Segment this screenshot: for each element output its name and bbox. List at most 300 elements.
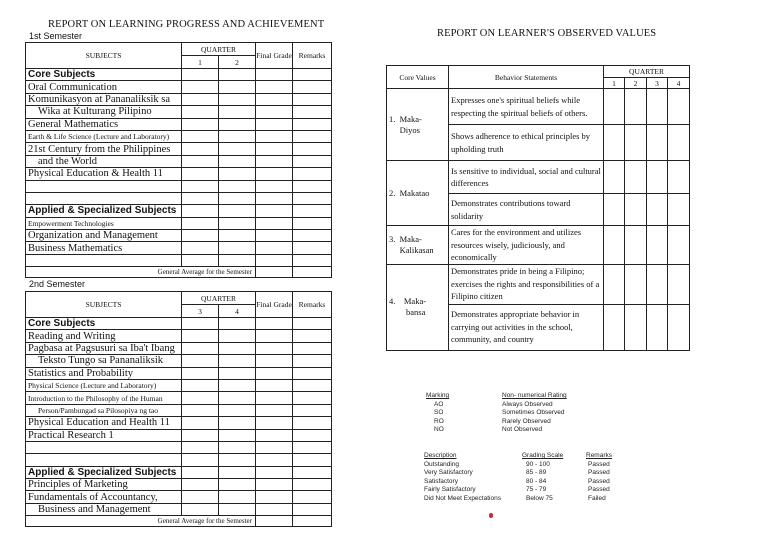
- table-row: [26, 217, 332, 229]
- table-row: [26, 491, 332, 503]
- behavior-statement-cell: Expresses one's spiritual beliefs while respecting the spiritual beliefs of others.: [449, 89, 604, 125]
- table-row: [26, 355, 332, 367]
- table-row: [26, 503, 332, 515]
- subject-cell: [26, 180, 182, 192]
- remarks-cell[interactable]: [293, 130, 332, 142]
- remarks-cell[interactable]: [293, 106, 332, 118]
- table-row: [26, 367, 332, 379]
- quarter-b-cell[interactable]: [219, 180, 256, 192]
- legend-row: [426, 401, 686, 410]
- table-row: [26, 330, 332, 342]
- subject-cell: Person/Pambungad sa Pilosopiya ng tao: [26, 404, 182, 416]
- quarter-2-rating-cell[interactable]: [625, 125, 647, 161]
- table-row: [26, 242, 332, 254]
- remarks-cell[interactable]: [293, 479, 332, 491]
- quarter-a-cell[interactable]: [182, 318, 219, 330]
- remarks-header: Remarks: [293, 292, 332, 318]
- final-grade-cell[interactable]: [256, 130, 293, 142]
- behavior-statement-cell: Shows adherence to ethical principles by upholding truth: [449, 125, 604, 161]
- quarter-4-header: 4: [668, 78, 690, 89]
- general-average-cell[interactable]: [256, 516, 293, 527]
- table-row: [26, 143, 332, 155]
- scale-description: Satisfactory: [424, 477, 458, 485]
- grades-table-sem2: [25, 291, 332, 527]
- subject-cell: Core Subjects: [26, 69, 182, 81]
- remarks-heading: Remarks: [586, 452, 613, 459]
- quarter-b-cell[interactable]: [219, 479, 256, 491]
- quarter-4-rating-cell[interactable]: [668, 226, 690, 265]
- remarks-cell[interactable]: [293, 330, 332, 342]
- behavior-statements-header: Behavior Statements: [449, 66, 604, 89]
- quarter-b-cell[interactable]: [219, 81, 256, 93]
- quarter-b-cell[interactable]: [219, 466, 256, 478]
- final-grade-cell[interactable]: [256, 318, 293, 330]
- quarter-b-cell[interactable]: [219, 441, 256, 453]
- general-average-remarks-cell[interactable]: [293, 267, 332, 278]
- remarks-cell[interactable]: [293, 503, 332, 515]
- quarter-2-header: 2: [625, 78, 647, 89]
- remarks-cell[interactable]: [293, 81, 332, 93]
- legend-row: [426, 409, 686, 418]
- quarter-b-cell[interactable]: [219, 417, 256, 429]
- final-grade-cell[interactable]: [256, 367, 293, 379]
- quarter-a-cell[interactable]: [182, 466, 219, 478]
- subject-cell: Physical Education and Health 11: [26, 417, 182, 429]
- quarter-b-cell[interactable]: [219, 230, 256, 242]
- remarks-cell[interactable]: [293, 180, 332, 192]
- final-grade-cell[interactable]: [256, 192, 293, 204]
- remarks-header: Remarks: [293, 43, 332, 69]
- quarter-a-cell[interactable]: [182, 342, 219, 354]
- subjects-header: SUBJECTS: [26, 43, 182, 69]
- quarter-a-cell[interactable]: [182, 367, 219, 379]
- quarter-3-rating-cell[interactable]: [647, 161, 668, 194]
- semester-2-label: 2nd Semester: [29, 279, 86, 289]
- subject-cell: Pagbasa at Pagsusuri sa Iba't Ibang: [26, 342, 182, 354]
- remarks-cell[interactable]: [293, 342, 332, 354]
- quarter-b-cell[interactable]: [219, 491, 256, 503]
- quarter-1-rating-cell[interactable]: [604, 226, 625, 265]
- marking-description: Always Observed: [502, 400, 553, 408]
- quarter-a-cell[interactable]: [182, 242, 219, 254]
- quarter-a-cell[interactable]: [182, 417, 219, 429]
- quarter-3-rating-cell[interactable]: [647, 226, 668, 265]
- subject-cell: Organization and Management: [26, 230, 182, 242]
- quarter-a-cell[interactable]: [182, 392, 219, 404]
- subject-cell: Principles of Marketing: [26, 479, 182, 491]
- remarks-cell[interactable]: [293, 118, 332, 130]
- quarter-1-rating-cell[interactable]: [604, 125, 625, 161]
- table-row: [26, 155, 332, 167]
- final-grade-header: Final Grade: [256, 43, 293, 69]
- quarter-a-cell[interactable]: [182, 355, 219, 367]
- table-row: [26, 429, 332, 441]
- final-grade-cell[interactable]: [256, 503, 293, 515]
- quarter-a-cell[interactable]: [182, 441, 219, 453]
- quarter-a-cell[interactable]: [182, 192, 219, 204]
- subject-cell: Business Mathematics: [26, 242, 182, 254]
- quarter-a-cell[interactable]: [182, 379, 219, 391]
- remarks-cell[interactable]: [293, 155, 332, 167]
- remarks-cell[interactable]: [293, 242, 332, 254]
- observed-values-table: [386, 65, 690, 351]
- remarks-cell[interactable]: [293, 379, 332, 391]
- legend-row: [424, 478, 684, 487]
- quarter-b-cell[interactable]: [219, 168, 256, 180]
- quarter-header: QUARTER: [182, 292, 256, 305]
- remarks-cell[interactable]: [293, 143, 332, 155]
- grading-scale-heading: Grading Scale: [522, 452, 564, 459]
- marking-code: AO: [434, 400, 444, 408]
- subject-cell: Practical Research 1: [26, 429, 182, 441]
- legend-row: [424, 469, 684, 478]
- final-grade-cell[interactable]: [256, 404, 293, 416]
- remarks-cell[interactable]: [293, 466, 332, 478]
- quarter-b-cell[interactable]: [219, 367, 256, 379]
- subject-cell: Business and Management: [26, 503, 182, 515]
- table-row: [26, 254, 332, 266]
- final-grade-cell[interactable]: [256, 205, 293, 217]
- quarter-a-cell[interactable]: [182, 330, 219, 342]
- subject-cell: Fundamentals of Accountancy,: [26, 491, 182, 503]
- final-grade-cell[interactable]: [256, 230, 293, 242]
- quarter-a-cell[interactable]: [182, 118, 219, 130]
- subject-cell: Introduction to the Philosophy of the Human: [26, 392, 182, 404]
- remarks-cell[interactable]: [293, 367, 332, 379]
- quarter-4-rating-cell[interactable]: [668, 125, 690, 161]
- final-grade-cell[interactable]: [256, 417, 293, 429]
- quarter-4-rating-cell[interactable]: [668, 161, 690, 194]
- quarter-header: QUARTER: [182, 43, 256, 56]
- quarter-b-cell[interactable]: [219, 254, 256, 266]
- quarter-b-cell[interactable]: [219, 404, 256, 416]
- legend-row: [424, 461, 684, 470]
- table-row: [387, 264, 690, 304]
- quarter-1-rating-cell[interactable]: [604, 194, 625, 226]
- quarter-b-cell[interactable]: [219, 205, 256, 217]
- scale-range: 85 - 89: [526, 469, 547, 477]
- remarks-cell[interactable]: [293, 441, 332, 453]
- quarter-4-rating-cell[interactable]: [668, 264, 690, 304]
- table-row: [26, 479, 332, 491]
- quarter-b-cell[interactable]: [219, 330, 256, 342]
- quarter-b-cell[interactable]: [219, 342, 256, 354]
- quarter-b-cell[interactable]: [219, 155, 256, 167]
- quarter-3-rating-cell[interactable]: [647, 89, 668, 125]
- quarter-a-cell[interactable]: [182, 81, 219, 93]
- subject-cell: Statistics and Probability: [26, 367, 182, 379]
- scale-remarks: Passed: [588, 460, 610, 468]
- quarter-b-cell[interactable]: [219, 69, 256, 81]
- final-grade-cell[interactable]: [256, 168, 293, 180]
- final-grade-cell[interactable]: [256, 491, 293, 503]
- quarter-b-cell[interactable]: [219, 355, 256, 367]
- table-row: [26, 205, 332, 217]
- quarter-b-cell[interactable]: [219, 143, 256, 155]
- quarter-a-cell[interactable]: [182, 254, 219, 266]
- quarter-b-cell[interactable]: [219, 503, 256, 515]
- remarks-cell[interactable]: [293, 429, 332, 441]
- quarter-2-rating-cell[interactable]: [625, 89, 647, 125]
- final-grade-cell[interactable]: [256, 69, 293, 81]
- report-title-learning: REPORT ON LEARNING PROGRESS AND ACHIEVEMENT: [48, 19, 325, 30]
- core-value-cell: 4. Maka- bansa: [387, 264, 449, 350]
- final-grade-cell[interactable]: [256, 106, 293, 118]
- behavior-statement-cell: Demonstrates appropriate behavior in carrying out activities in the school, community, and country: [449, 304, 604, 350]
- marking-description: Not Observed: [502, 426, 543, 434]
- final-grade-cell[interactable]: [256, 217, 293, 229]
- quarter-b-cell[interactable]: [219, 130, 256, 142]
- subject-cell: Teksto Tungo sa Pananaliksik: [26, 355, 182, 367]
- final-grade-cell[interactable]: [256, 81, 293, 93]
- scale-remarks: Passed: [588, 486, 610, 494]
- scale-remarks: Passed: [588, 469, 610, 477]
- scale-description: Outstanding: [424, 460, 460, 468]
- table-row: [26, 81, 332, 93]
- quarter-3-rating-cell[interactable]: [647, 264, 668, 304]
- quarter-4-rating-cell[interactable]: [668, 89, 690, 125]
- quarter-3-header: 3: [647, 78, 668, 89]
- subject-cell: [26, 254, 182, 266]
- marking-code: NO: [434, 426, 444, 434]
- quarter-a-cell[interactable]: [182, 69, 219, 81]
- marking-description: Sometimes Observed: [502, 409, 565, 417]
- quarter-3-rating-cell[interactable]: [647, 125, 668, 161]
- final-grade-cell[interactable]: [256, 330, 293, 342]
- remarks-cell[interactable]: [293, 355, 332, 367]
- quarter-b-cell[interactable]: [219, 454, 256, 466]
- quarter-3-rating-cell[interactable]: [647, 304, 668, 350]
- quarter-a-cell[interactable]: [182, 491, 219, 503]
- quarter-1-rating-cell[interactable]: [604, 304, 625, 350]
- table-row: [26, 130, 332, 142]
- table-row: [26, 379, 332, 391]
- general-average-remarks-cell[interactable]: [293, 516, 332, 527]
- subject-cell: Physical Science (Lecture and Laboratory): [26, 379, 182, 391]
- quarter-3-header: 3: [182, 305, 219, 318]
- final-grade-cell[interactable]: [256, 429, 293, 441]
- quarter-b-cell[interactable]: [219, 93, 256, 105]
- remarks-cell[interactable]: [293, 69, 332, 81]
- final-grade-cell[interactable]: [256, 118, 293, 130]
- quarter-a-cell[interactable]: [182, 230, 219, 242]
- legend-row: [426, 426, 686, 435]
- quarter-2-rating-cell[interactable]: [625, 161, 647, 194]
- quarter-b-cell[interactable]: [219, 318, 256, 330]
- final-grade-cell[interactable]: [256, 392, 293, 404]
- quarter-2-rating-cell[interactable]: [625, 226, 647, 265]
- table-row: [26, 318, 332, 330]
- ink-mark: [489, 513, 493, 518]
- quarter-b-cell[interactable]: [219, 118, 256, 130]
- core-value-cell: 2. Makatao: [387, 161, 449, 226]
- quarter-4-header: 4: [219, 305, 256, 318]
- quarter-a-cell[interactable]: [182, 429, 219, 441]
- scale-description: Fairly Satisfactory: [424, 486, 476, 494]
- marking-heading: Marking: [426, 392, 450, 399]
- rating-heading: Non- numerical Rating: [502, 392, 567, 399]
- table-row: [26, 454, 332, 466]
- scale-remarks: Failed: [588, 494, 606, 502]
- quarter-a-cell[interactable]: [182, 130, 219, 142]
- quarter-b-cell[interactable]: [219, 192, 256, 204]
- quarter-b-cell[interactable]: [219, 242, 256, 254]
- table-row: [26, 180, 332, 192]
- subject-cell: Komunikasyon at Pananaliksik sa: [26, 93, 182, 105]
- general-average-label: General Average for the Semester: [26, 267, 256, 278]
- subject-cell: Applied & Specialized Subjects: [26, 466, 182, 478]
- scale-range: Below 75: [526, 494, 553, 502]
- final-grade-cell[interactable]: [256, 379, 293, 391]
- final-grade-cell[interactable]: [256, 342, 293, 354]
- quarter-b-cell[interactable]: [219, 379, 256, 391]
- table-row: [26, 192, 332, 204]
- quarter-a-cell[interactable]: [182, 180, 219, 192]
- final-grade-cell[interactable]: [256, 180, 293, 192]
- marking-code: SO: [434, 409, 444, 417]
- quarter-1-header: 1: [182, 56, 219, 69]
- quarter-1-rating-cell[interactable]: [604, 264, 625, 304]
- remarks-cell[interactable]: [293, 93, 332, 105]
- remarks-cell[interactable]: [293, 192, 332, 204]
- quarter-1-header: 1: [604, 78, 625, 89]
- final-grade-cell[interactable]: [256, 466, 293, 478]
- remarks-cell[interactable]: [293, 417, 332, 429]
- semester-1-label: 1st Semester: [29, 31, 83, 41]
- marking-code: RO: [434, 417, 444, 425]
- quarter-b-cell[interactable]: [219, 106, 256, 118]
- quarter-b-cell[interactable]: [219, 217, 256, 229]
- behavior-statement-cell: Demonstrates contributions toward solidarity: [449, 194, 604, 226]
- remarks-cell[interactable]: [293, 230, 332, 242]
- quarter-4-rating-cell[interactable]: [668, 304, 690, 350]
- subject-cell: Physical Education & Health 11: [26, 168, 182, 180]
- quarter-b-cell[interactable]: [219, 429, 256, 441]
- core-value-cell: 1. Maka- Diyos: [387, 89, 449, 161]
- table-row: [26, 441, 332, 453]
- marking-legend: [426, 392, 686, 435]
- description-heading: Description: [424, 452, 457, 459]
- remarks-cell[interactable]: [293, 454, 332, 466]
- final-grade-cell[interactable]: [256, 479, 293, 491]
- subject-cell: 21st Century from the Philippines: [26, 143, 182, 155]
- table-row: [26, 93, 332, 105]
- quarter-2-header: 2: [219, 56, 256, 69]
- remarks-cell[interactable]: [293, 254, 332, 266]
- remarks-cell[interactable]: [293, 168, 332, 180]
- core-value-cell: 3. Maka- Kalikasan: [387, 226, 449, 265]
- subject-cell: Empowerment Technologies: [26, 217, 182, 229]
- quarter-1-rating-cell[interactable]: [604, 89, 625, 125]
- remarks-cell[interactable]: [293, 404, 332, 416]
- quarter-a-cell[interactable]: [182, 106, 219, 118]
- legend-row: [426, 418, 686, 427]
- subject-cell: [26, 454, 182, 466]
- table-row: [387, 89, 690, 125]
- scale-description: Did Not Meet Expectations: [424, 494, 501, 502]
- quarter-a-cell[interactable]: [182, 217, 219, 229]
- scale-description: Very Satisfactory: [424, 469, 473, 477]
- legend-row: [424, 495, 684, 504]
- table-row: [26, 417, 332, 429]
- final-grade-header: Final Grade: [256, 292, 293, 318]
- table-row: [26, 392, 332, 404]
- quarter-a-cell[interactable]: [182, 404, 219, 416]
- table-row: [26, 466, 332, 478]
- core-values-header: Core Values: [387, 66, 449, 89]
- table-row: [26, 404, 332, 416]
- quarter-2-rating-cell[interactable]: [625, 264, 647, 304]
- scale-remarks: Passed: [588, 477, 610, 485]
- quarter-a-cell[interactable]: [182, 205, 219, 217]
- legend-row: [424, 486, 684, 495]
- scale-range: 80 - 84: [526, 477, 547, 485]
- subject-cell: [26, 192, 182, 204]
- final-grade-cell[interactable]: [256, 93, 293, 105]
- subject-cell: Oral Communication: [26, 81, 182, 93]
- marking-description: Rarely Observed: [502, 417, 551, 425]
- final-grade-cell[interactable]: [256, 441, 293, 453]
- scale-range: 75 - 79: [526, 486, 547, 494]
- remarks-cell[interactable]: [293, 392, 332, 404]
- behavior-statement-cell: Is sensitive to individual, social and cultural differences: [449, 161, 604, 194]
- general-average-label: General Average for the Semester: [26, 516, 256, 527]
- subject-cell: and the World: [26, 155, 182, 167]
- table-row: [26, 230, 332, 242]
- final-grade-cell[interactable]: [256, 355, 293, 367]
- quarter-1-rating-cell[interactable]: [604, 161, 625, 194]
- quarter-a-cell[interactable]: [182, 503, 219, 515]
- quarter-2-rating-cell[interactable]: [625, 194, 647, 226]
- remarks-cell[interactable]: [293, 217, 332, 229]
- quarter-b-cell[interactable]: [219, 392, 256, 404]
- subject-cell: Wika at Kulturang Pilipino: [26, 106, 182, 118]
- subject-cell: Earth & Life Science (Lecture and Laboratory): [26, 130, 182, 142]
- quarter-a-cell[interactable]: [182, 479, 219, 491]
- final-grade-cell[interactable]: [256, 143, 293, 155]
- subject-cell: General Mathematics: [26, 118, 182, 130]
- remarks-cell[interactable]: [293, 205, 332, 217]
- remarks-cell[interactable]: [293, 318, 332, 330]
- final-grade-cell[interactable]: [256, 454, 293, 466]
- subject-cell: [26, 441, 182, 453]
- final-grade-cell[interactable]: [256, 242, 293, 254]
- final-grade-cell[interactable]: [256, 254, 293, 266]
- behavior-statement-cell: Cares for the environment and utilizes resources wisely, judiciously, and economically: [449, 226, 604, 265]
- quarter-a-cell[interactable]: [182, 168, 219, 180]
- quarter-a-cell[interactable]: [182, 155, 219, 167]
- remarks-cell[interactable]: [293, 491, 332, 503]
- final-grade-cell[interactable]: [256, 155, 293, 167]
- table-row: [26, 168, 332, 180]
- table-row: [26, 118, 332, 130]
- grades-table-sem1: [25, 42, 332, 278]
- quarter-2-rating-cell[interactable]: [625, 304, 647, 350]
- quarter-a-cell[interactable]: [182, 454, 219, 466]
- quarter-a-cell[interactable]: [182, 93, 219, 105]
- quarter-3-rating-cell[interactable]: [647, 194, 668, 226]
- quarter-header: QUARTER: [604, 66, 690, 78]
- quarter-a-cell[interactable]: [182, 143, 219, 155]
- grading-scale-legend: [424, 452, 684, 504]
- behavior-statement-cell: Demonstrates pride in being a Filipino; exercises the rights and responsibilities of a Filipino citizen: [449, 264, 604, 304]
- general-average-cell[interactable]: [256, 267, 293, 278]
- table-row: [26, 106, 332, 118]
- table-row: [387, 226, 690, 265]
- quarter-4-rating-cell[interactable]: [668, 194, 690, 226]
- subjects-header: SUBJECTS: [26, 292, 182, 318]
- table-row: [26, 342, 332, 354]
